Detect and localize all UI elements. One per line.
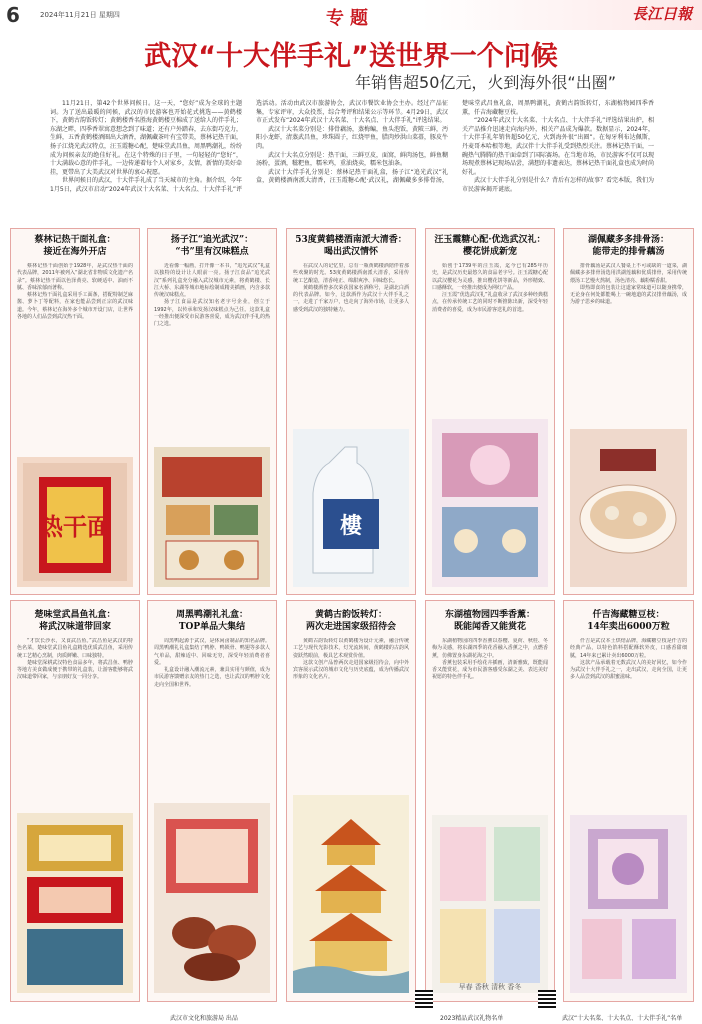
page-number: 6 bbox=[6, 3, 20, 27]
photo-caption: 早春 香秋 清秋 香冬 bbox=[458, 983, 522, 991]
card-huanghe-lamp bbox=[286, 600, 416, 1002]
footer-publisher: 武汉市文化和旅游局 出品 bbox=[170, 1015, 238, 1022]
card-body: 黄鹤古韵饭转灯以黄鹤楼为设计元素，融合传统工艺与现代光影技术，灯光流转间，黄鹤楼的古韵风姿跃然眼前，极具艺术观赏价值。 这款文创产品曾两次走进国家级招待会，向中外宾客展示武汉的城市文化与历史底蕴，成为传播武汉形象的文化名片。 bbox=[293, 638, 409, 681]
card-wangyuxia bbox=[425, 228, 555, 595]
dateline: 2024年11月21日 星期四 bbox=[40, 11, 120, 19]
intro-paragraph: 武汉十大名菜分别是：排骨藕汤，蒸梅鳊，鱼头泡饭，黄陂三鲜，沔阳小龙虾，清蒸武昌鱼，珍珠圆子，红烧甲鱼，腊肉炒洪山菜薹，豚皮牛肉。 bbox=[256, 125, 449, 150]
card-body: 蔡林记热干面创始于1928年，是武汉热干面的代表品牌，2011年被列入“湖北省非物质文化遗产名录”。蔡林记热干面以色泽黄亮、软硬适中、油而不腻、香味浓郁而著称。 蔡林记热干面礼盒采用手工面条，搭配特制芝麻酱、萝卜丁等配料，在家也能品尝到正宗的武汉味道。今年，蔡林记在海外多个城市开设门店，让世界各地的人们品尝到武汉热干面。 bbox=[17, 263, 133, 321]
card-body: 在武汉人的记忆里，总有一瓶黄鹤楼酒陪伴着那些欢聚的时光。53度黄鹤楼酒南派大清香，采用传统工艺酿造，清香纯正、绵甜爽净、回味悠长。 黄鹤楼酒曾多次荣获国家名酒称号，是湖北白酒的代表品牌。如今，这款酒作为武汉十大伴手礼之一，走进了千家万户，也走向了海外市场，让更多人感受到武汉的独特魅力。 bbox=[293, 263, 409, 313]
card-donghu-incense bbox=[425, 600, 555, 1002]
qr-code-icon[interactable] bbox=[415, 990, 433, 1008]
product-photo bbox=[570, 815, 687, 993]
intro-paragraph: 11月21日，第42个世界问候日。这一天，“您好”成为全球的主题词。为了送出最暖的问候，武汉的市民游客也开始花式挑选——黄鹤楼下，黄鹤古韵饭转灯；黄鹤楼香名胜海黄鹤楼豆棉成了送给人的伴手礼；东湖之畔，四季香翠寓意想念到了味道；还有户外踏春，去东街巧克力，生鲜，五香黄鹤楼酒圈出大酒香，湖佩藏茶叶有宝带美，蔡林记热干面，扬子江烧光武汉特点，汪玉霞糖心配，楚味堂武昌鱼，周黑鸭潮礼，纷纷成为问候亲友的绝佳好礼。在这个特殊的日子里，一句轻轻的“您好”，十大满载心意的伴手礼，一边传递着每个人对家乡，友情，新情的美好牵挂，更带出了大美武汉对世界的衷心祝愿。 bbox=[50, 100, 243, 176]
card-body: 周黑鸭起源于武汉，是休闲卤制品的知名品牌。周黑鸭潮礼礼盒集结了鸭脖、鸭锁骨、鸭翅等多款人气单品，甜辣适中、回味无穷，深受年轻消费者喜爱。 礼盒设计融入潮流元素，兼具实用与颜值，成为市民游客馈赠亲友的热门之选，也让武汉的鸭脖文化走向全国和世界。 bbox=[154, 638, 270, 688]
intro-paragraph: 武汉十大伴手礼分别是：蔡林记热干面礼盒，扬子江“追光武汉”礼盒，黄鹤楼酒南派大清香，汪玉霞糖心配·武汉礼，湖佩藏多多排骨汤，楚味堂武昌鱼礼盒，周黑鸭潮礼，黄鹤古韵饭转灯，东湖植物园四季香薰，仟吉海藏糖豆枝。 bbox=[256, 100, 654, 185]
product-photo bbox=[17, 457, 133, 587]
intro-paragraph: “2024年武汉十大名菜、十大名点、十大伴手礼”评选结果出炉，相关产品推介迅速走向海内外，相关产品成为爆款。数据显示，2024年，十大伴手礼年销售超50亿元，火到海外很“出圈”。在匈牙利布达佩斯，丹麦哥本哈根等地，武汉伴十大伴手礼受到热烈关注。蔡林记热干面，一碗热气腾腾的热干面牵到了国际赛场。在当地市场，市民游客不仅可以现场现煮蔡林记现场品尝，满想的非遗表达，蔡林记热干面礼盒也成为时尚好礼。 bbox=[462, 117, 655, 176]
card-title: 东湖植物园四季香薰： 既能闻香又能赏花 bbox=[444, 610, 535, 632]
card-title: 黄鹤古韵饭转灯： 两次走进国家级招待会 bbox=[305, 610, 396, 632]
card-cailinji bbox=[10, 228, 140, 595]
product-photo bbox=[293, 429, 409, 587]
intro-paragraph: 世界问候日的武汉，十大伴手礼成了当天城市的主角。据介绍，今年1月5日，武汉市启动“2024年武汉十大名菜、十大名点、十大伴手礼”评选活动。活动由武汉市旅游协会，武汉市餐饮业协会主办。经过产品征集，专家评审，大众投票，综合考评和结果公示等环节。4月29日，武汉市正式发布“2024年武汉十大名菜、十大名点、十大伴手礼”评选结果。 bbox=[50, 100, 448, 193]
intro-article bbox=[50, 100, 654, 248]
product-photo bbox=[154, 447, 270, 587]
product-photo bbox=[293, 795, 409, 993]
card-chuweitang bbox=[10, 600, 140, 1002]
card-title: 楚味堂武昌鱼礼盒： 将武汉味道带回家 bbox=[34, 610, 116, 632]
masthead-logo: 長江日報 bbox=[631, 5, 692, 23]
card-title: 湖佩藏多多排骨汤： 能带走的排骨藕汤 bbox=[587, 235, 669, 257]
card-yangzijiang bbox=[147, 228, 277, 595]
product-photo bbox=[154, 803, 270, 993]
card-title: 仟吉海藏糖豆枝： 14年卖出6000万粒 bbox=[587, 610, 670, 632]
intro-paragraph: 武汉十大伴手礼分别是什么？背后有怎样的故事？看完本版，我们为市民游客揭开谜底。 bbox=[462, 177, 655, 193]
card-body: 始创于1739年的汪玉霞，迄今已有285年历史，是武汉历史最悠久的食品老字号。汪玉霞糖心配以武汉樱花为灵感，推出樱花饼等新品，外形精致、口感酥软，一经推出便成为网红产品。 汪玉霞“优选武汉礼”礼盒收录了武汉多种经典糕点，在传承传统工艺的同时不断推陈出新，深受年轻消费者的喜爱，成为市民游客送礼的首选。 bbox=[432, 263, 548, 313]
card-huanghelou-liquor bbox=[286, 228, 416, 595]
card-body: 排骨藕汤是武汉人餐桌上不可或缺的一道菜，湖佩藏多多排骨汤选用洪湖莲藕和优质排骨，采用传统煨汤工艺慢火熬制，汤色清亮、藕粉糯香甜。 即热即食的包装让这道家常味道可以随身携带，无论身在何处都能喝上一碗地道的武汉排骨藕汤，成为游子思乡的味道。 bbox=[570, 263, 687, 306]
card-body: 近看像一幅画，打开像一本书，“追光武汉”礼盒以独特的设计让人眼前一亮。扬子江食品“追光武汉”系列礼盒充分融入武汉城市元素，将黄鹤楼、长江大桥、东湖等城市地标绘制成精美插画，内含多款传统汉味糕点。 扬子江食品是武汉知名老字号企业，创立于1992年，以传承和发扬汉味糕点为己任。这款礼盒一经推出便深受市民游客喜爱，成为武汉伴手礼的热门之选。 bbox=[154, 263, 270, 328]
qr-code-icon[interactable] bbox=[538, 990, 556, 1008]
footer-qr-label-1: 2023精品武汉礼物名单 bbox=[440, 1015, 504, 1022]
page-footer bbox=[0, 1010, 702, 1024]
photo-caption: 樓 bbox=[339, 513, 363, 539]
card-body: 东湖植物园的四季香薰以春樱、夏荷、秋桂、冬梅为灵感，将东湖四季的花香融入香薰之中，点燃香薰，仿佛置身东湖花海之中。 香薰包装采用手绘花卉插画，清新雅致，既能闻香又能赏花，成为市民游客感受东湖之美、表达美好祝愿的特色伴手礼。 bbox=[432, 638, 548, 681]
card-title: 53度黄鹤楼酒南派大清香： 喝出武汉情怀 bbox=[295, 235, 407, 257]
intro-paragraph: 武汉十大名点分别是：热干面，三鲜豆皮，面窝，鲜肉汤包，鲜鱼糊汤粉，蛋酒，糍粑鱼，糯米鸡，重油烧卖，糯米包油条。 bbox=[256, 151, 449, 168]
card-hupeizang bbox=[563, 228, 694, 595]
product-photo bbox=[432, 419, 548, 587]
card-title: 扬子江“追光武汉”： “书”里有汉味糕点 bbox=[170, 235, 254, 257]
footer-qr-label-2: 武汉“十大名菜、十大名点、十大伴手礼”名单 bbox=[562, 1015, 683, 1022]
product-photo bbox=[570, 429, 687, 587]
card-qianji bbox=[563, 600, 694, 1002]
subheadline: 年销售超50亿元，火到海外很“出圈” bbox=[355, 73, 616, 92]
section-tag: 专题 bbox=[326, 8, 374, 29]
card-body: “才饮长沙水，又食武昌鱼。”武昌鱼是武汉的特色名菜，楚味堂武昌鱼礼盒精选优质武昌鱼，采用传统工艺精心烹制，肉质鲜嫩、口味独特。 楚味堂深耕武汉特色食品多年，将武昌鱼、鸭脖等地方美食做成便于携带的礼盒装，让游客能够将武汉味道带回家，与亲朋好友一同分享。 bbox=[17, 638, 133, 681]
headline: 武汉“十大伴手礼”送世界一个问候 bbox=[144, 41, 558, 72]
card-title: 蔡林记热干面礼盒： 接近在海外开店 bbox=[34, 235, 116, 257]
product-photo bbox=[17, 813, 133, 993]
product-photo bbox=[432, 815, 548, 993]
card-body: 仟吉是武汉本土烘焙品牌，海藏糖豆枝是仟吉的经典产品，以特色馅料搭配酥软外皮，口感香甜细腻，14年来已累计卖出6000万粒。 这款产品承载着无数武汉人的美好回忆，如今作为武汉十大伴手礼之一，走出武汉，走向全国，让更多人品尝到武汉的甜蜜滋味。 bbox=[570, 638, 687, 681]
photo-caption: 热干面 bbox=[39, 512, 111, 541]
card-title: 汪玉霞糖心配·优选武汉礼： 樱花饼成新宠 bbox=[434, 235, 546, 257]
card-zhouheiya bbox=[147, 600, 277, 1002]
card-title: 周黑鸭潮礼礼盒： TOP单品大集结 bbox=[175, 610, 248, 632]
